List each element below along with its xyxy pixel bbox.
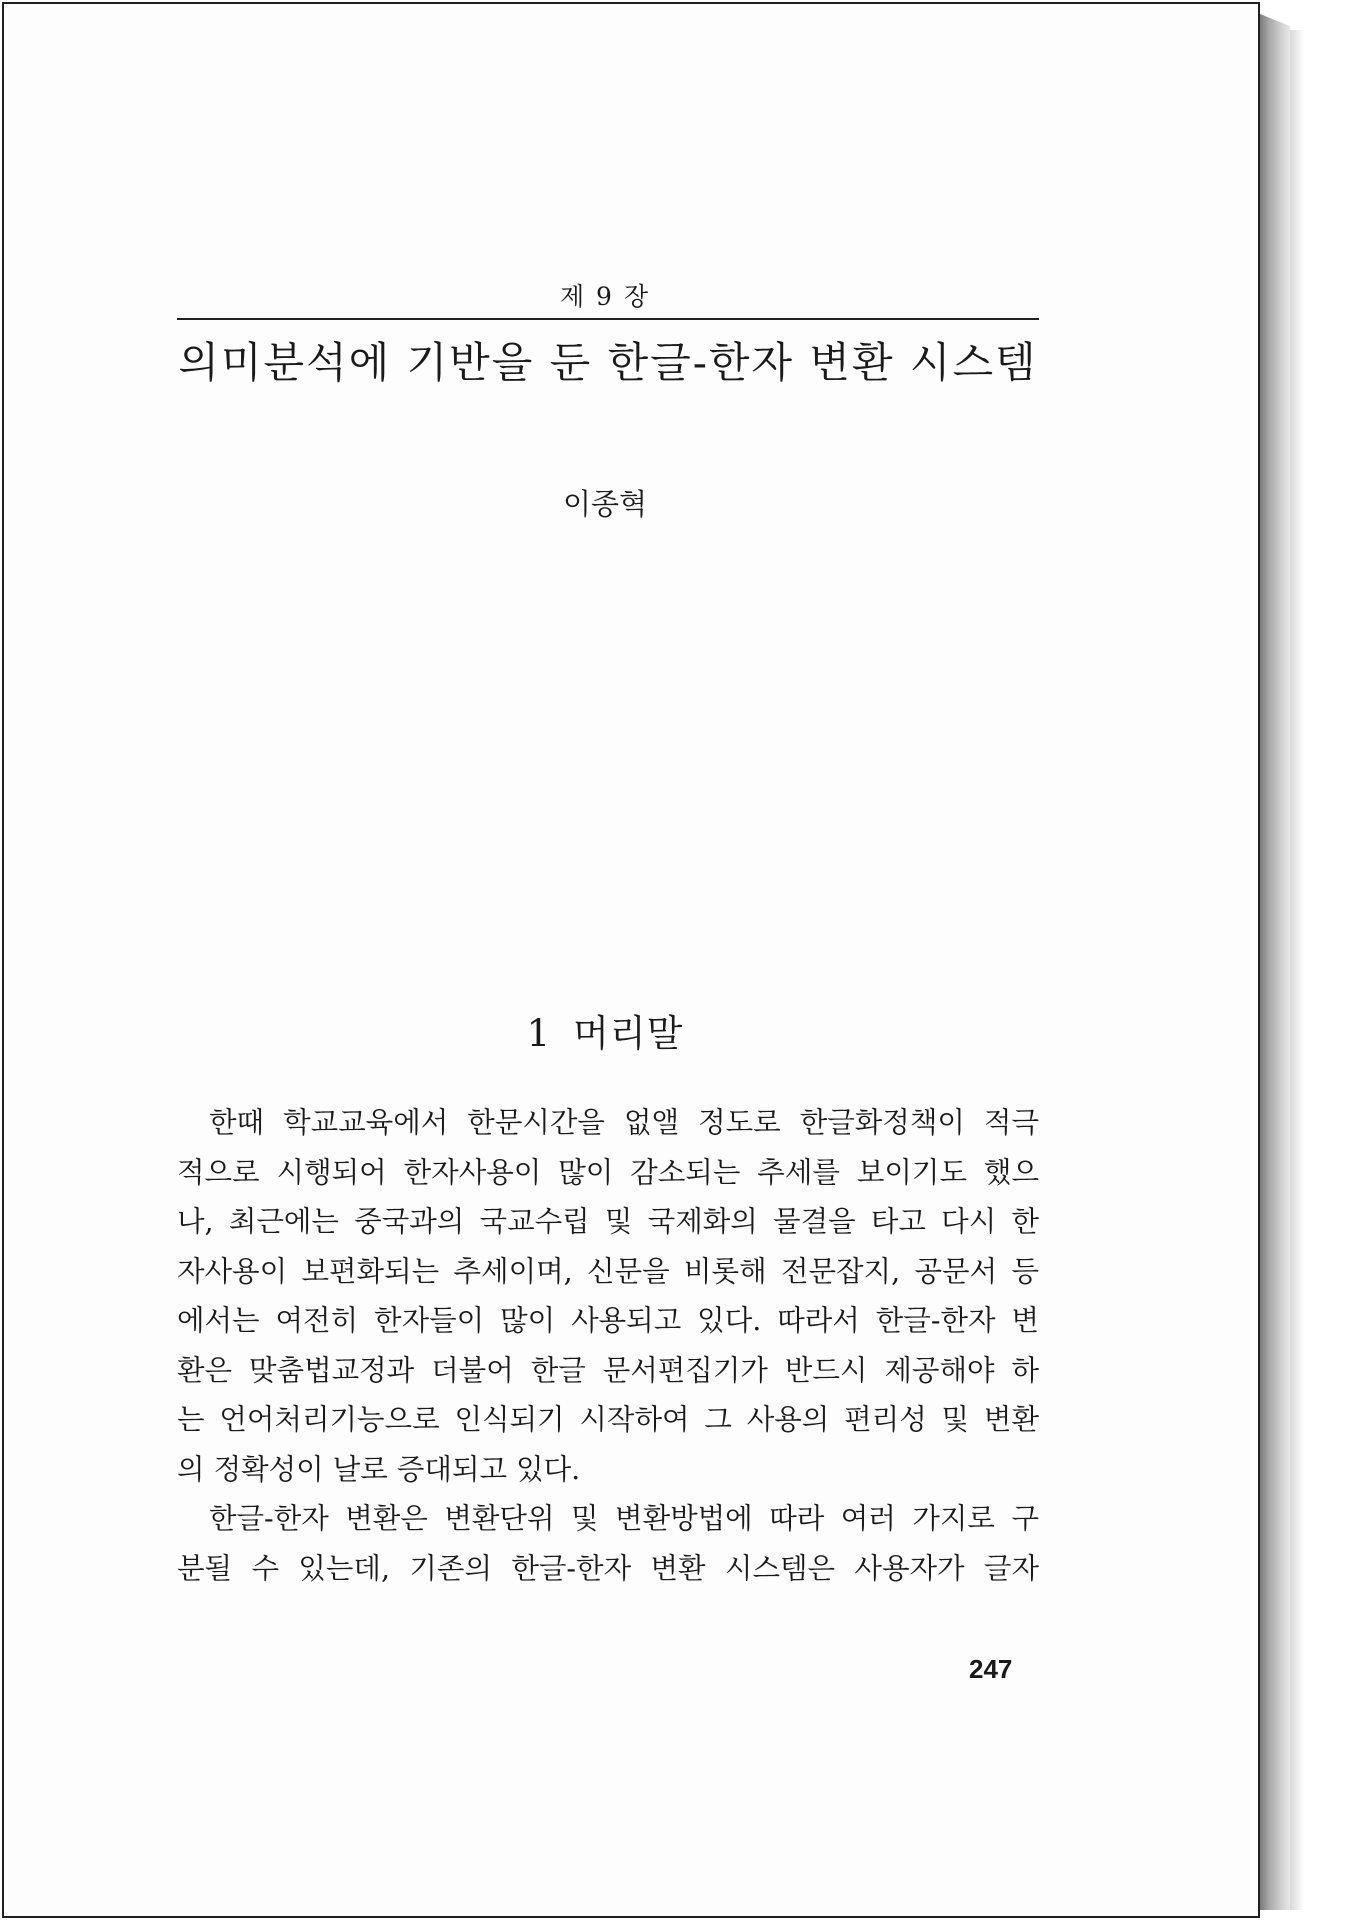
section-title: 머리말 — [573, 1012, 684, 1055]
paragraph-line: 한때 학교교육에서 한문시간을 없앨 정도로 한글화정책이 적극 — [209, 1106, 1039, 1139]
book-edge-shadow — [1290, 30, 1304, 1910]
paragraph-line: 환은 맞춤법교정과 더불어 한글 문서편집기가 반드시 제공해야 하 — [177, 1353, 1039, 1387]
section-number: 1 — [526, 1012, 552, 1055]
chapter-title: 의미분석에 기반을 둔 한글-한자 변환 시스템 — [178, 338, 1038, 387]
paragraph-line: 분될 수 있는데, 기존의 한글-한자 변환 시스템은 사용자가 글자 — [177, 1551, 1039, 1585]
chapter-rule — [177, 318, 1039, 320]
paragraph-line: 적으로 시행되어 한자사용이 많이 감소되는 추세를 보이기도 했으 — [177, 1155, 1039, 1189]
author-name: 이종혁 — [562, 487, 648, 521]
paragraph-line: 는 언어처리기능으로 인식되기 시작하여 그 사용의 편리성 및 변환 — [177, 1403, 1039, 1436]
paragraph-line: 나, 최근에는 중국과의 국교수립 및 국제화의 물결을 타고 다시 한 — [177, 1205, 1039, 1238]
paragraph-line: 에서는 여전히 한자들이 많이 사용되고 있다. 따라서 한글-한자 변 — [177, 1304, 1039, 1337]
paragraph-line: 한글-한자 변환은 변환단위 및 변환방법에 따라 여러 가지로 구 — [209, 1502, 1039, 1535]
page-number: 247 — [969, 1654, 1013, 1684]
section-heading — [0, 1003, 1210, 1057]
book-edge — [1260, 14, 1290, 1910]
paragraph-line: 자사용이 보편화되는 추세이며, 신문을 비롯해 전문잡지, 공문서 등 — [177, 1254, 1039, 1288]
paragraph-line: 의 정확성이 날로 증대되고 있다. — [177, 1452, 581, 1486]
chapter-label: 제 9 장 — [559, 282, 651, 311]
body-text — [177, 1098, 1039, 1593]
